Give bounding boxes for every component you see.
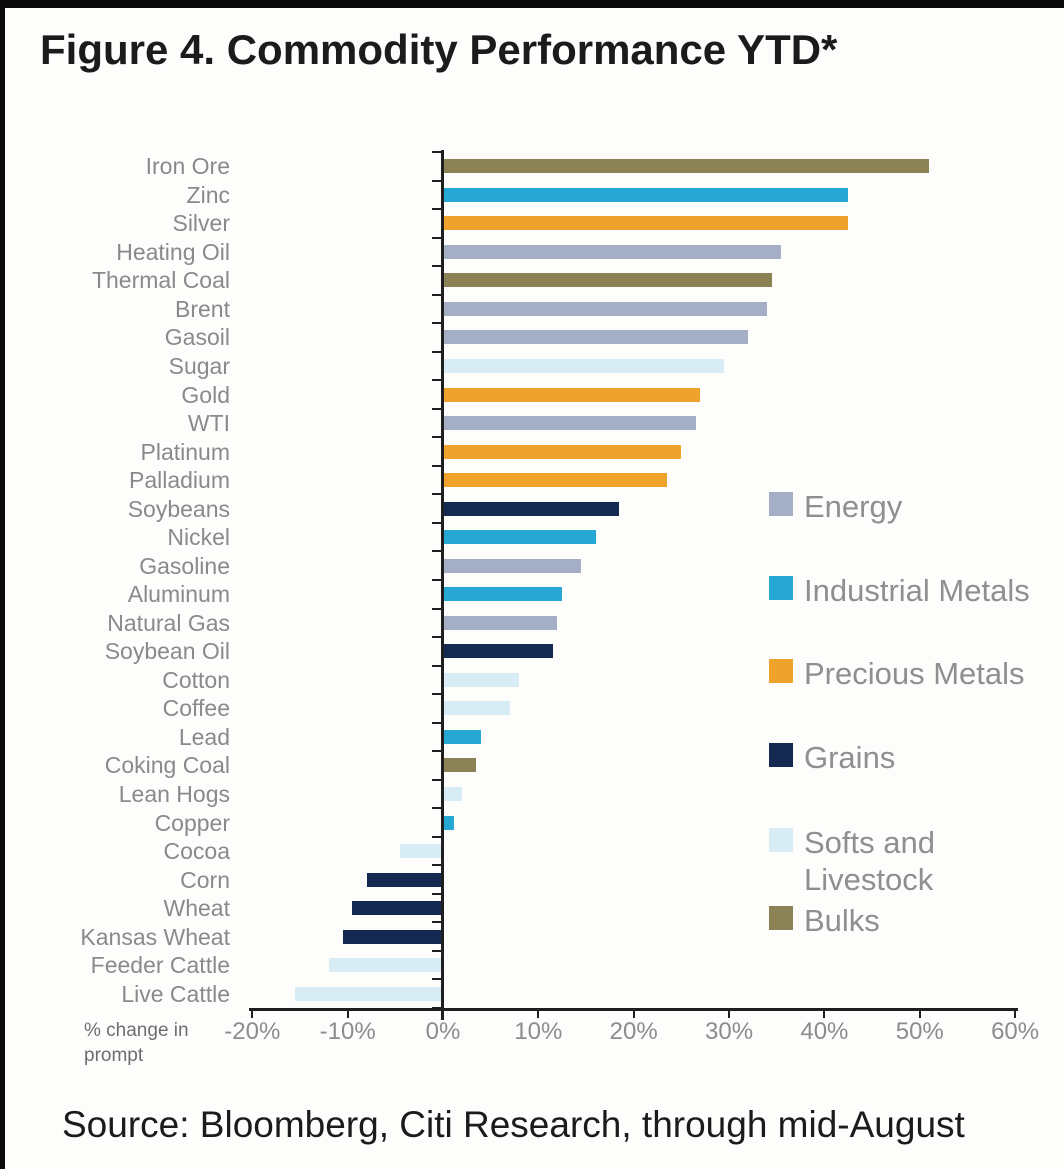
bar	[443, 159, 929, 173]
legend-item-softs_livestock	[769, 824, 979, 898]
bar	[443, 787, 462, 801]
y-axis-tick	[432, 493, 441, 495]
bar	[443, 359, 724, 373]
category-label: Corn	[180, 866, 230, 893]
legend-swatch-bulks	[769, 906, 793, 930]
legend-swatch-precious_metals	[769, 659, 793, 683]
category-label: Cotton	[162, 666, 230, 693]
legend-label: Precious Metals	[804, 656, 1025, 691]
bar	[443, 388, 700, 402]
x-axis-label	[84, 1018, 214, 1068]
category-label: Lean Hogs	[118, 781, 230, 807]
category-label: Wheat	[163, 895, 230, 922]
y-axis-tick	[432, 208, 441, 210]
category-label: Coffee	[162, 695, 230, 722]
category-label: WTI	[187, 410, 230, 437]
x-tick-label: 40%	[800, 1018, 849, 1045]
bar	[443, 302, 767, 316]
category-label: Gold	[181, 381, 230, 408]
x-tick-label: 0%	[425, 1018, 461, 1045]
x-axis-label-line2: prompt	[84, 1045, 144, 1066]
bar	[367, 873, 443, 887]
category-label: Aluminum	[127, 581, 230, 608]
bar	[443, 216, 848, 230]
legend-label: Industrial Metals	[804, 573, 1030, 608]
x-axis-tick	[728, 1008, 730, 1018]
x-tick-label: -20%	[224, 1018, 281, 1045]
legend-item-energy	[769, 488, 1034, 525]
bar	[443, 644, 553, 658]
category-label: Nickel	[167, 524, 230, 551]
y-axis-tick	[432, 950, 441, 952]
bar	[443, 530, 596, 544]
x-axis-tick	[442, 1008, 444, 1018]
bar	[443, 330, 748, 344]
y-axis-tick	[432, 836, 441, 838]
y-axis-tick	[432, 779, 441, 781]
legend-label: Energy	[804, 489, 903, 524]
bar	[343, 930, 443, 944]
y-axis-tick	[432, 807, 441, 809]
bar	[443, 730, 481, 744]
category-label: Gasoline	[139, 552, 230, 579]
y-axis-tick	[432, 722, 441, 724]
y-axis-tick	[432, 864, 441, 866]
bar	[443, 587, 562, 601]
y-axis-tick	[432, 608, 441, 610]
category-label: Heating Oil	[116, 238, 230, 265]
x-tick-label: -10%	[319, 1018, 376, 1045]
legend-item-precious_metals	[769, 655, 1034, 692]
y-axis-tick	[432, 322, 441, 324]
y-axis-tick	[432, 408, 441, 410]
bar	[443, 701, 510, 715]
bar	[443, 273, 772, 287]
x-axis-tick	[919, 1008, 921, 1018]
bar	[400, 844, 443, 858]
figure-title: Figure 4. Commodity Performance YTD*	[40, 26, 838, 73]
bar	[443, 616, 557, 630]
x-axis-tick	[1014, 1008, 1016, 1018]
category-label: Silver	[172, 210, 230, 237]
bar	[443, 245, 781, 259]
y-axis-tick	[432, 465, 441, 467]
x-tick-label: 50%	[895, 1018, 944, 1045]
bar	[443, 673, 519, 687]
x-axis-tick	[251, 1008, 253, 1018]
y-axis-tick	[432, 693, 441, 695]
bar	[443, 559, 581, 573]
legend-label: Grains	[804, 740, 896, 775]
x-tick-label: 20%	[609, 1018, 658, 1045]
category-label: Gasoil	[164, 324, 230, 351]
y-axis-tick	[432, 579, 441, 581]
category-label: Live Cattle	[121, 980, 230, 1007]
legend-item-grains	[769, 739, 1034, 776]
y-axis-tick	[432, 237, 441, 239]
category-label: Palladium	[129, 467, 230, 494]
category-label: Lead	[178, 723, 230, 750]
y-axis-tick	[432, 265, 441, 267]
y-axis-tick	[432, 893, 441, 895]
y-axis-tick	[432, 151, 441, 153]
y-axis-tick	[432, 550, 441, 552]
legend-item-industrial_metals	[769, 572, 1034, 609]
category-label: Zinc	[186, 181, 230, 208]
x-axis-tick	[537, 1008, 539, 1018]
x-axis-label-line1: % change in	[84, 1020, 189, 1041]
legend-swatch-industrial_metals	[769, 576, 793, 600]
x-axis-tick	[347, 1008, 349, 1018]
bar	[443, 758, 476, 772]
legend-swatch-grains	[769, 743, 793, 767]
bar	[295, 987, 443, 1001]
bar	[443, 816, 454, 830]
y-axis-tick	[432, 665, 441, 667]
y-axis-tick	[432, 294, 441, 296]
y-axis-tick	[432, 522, 441, 524]
legend-label: Softs and Livestock	[804, 825, 935, 897]
category-label: Cocoa	[163, 838, 230, 865]
category-label: Natural Gas	[107, 609, 230, 636]
bar	[443, 416, 696, 430]
bar	[443, 188, 848, 202]
y-axis-tick	[432, 351, 441, 353]
y-axis-tick	[432, 379, 441, 381]
category-label: Soybeans	[127, 495, 230, 522]
y-axis-tick	[432, 636, 441, 638]
legend-swatch-energy	[769, 492, 793, 516]
category-label: Brent	[175, 295, 230, 322]
source-note: Source: Bloomberg, Citi Research, through mid-August	[62, 1104, 965, 1145]
category-label: Platinum	[140, 438, 230, 465]
bar	[329, 958, 443, 972]
category-label: Kansas Wheat	[80, 923, 230, 950]
x-tick-label: 60%	[991, 1018, 1040, 1045]
category-label: Thermal Coal	[91, 267, 230, 294]
legend-swatch-softs_livestock	[769, 828, 793, 852]
y-axis-tick	[432, 180, 441, 182]
bar	[443, 473, 667, 487]
category-label: Copper	[154, 809, 230, 836]
bar	[352, 901, 443, 915]
bar	[443, 502, 619, 516]
x-axis-tick	[823, 1008, 825, 1018]
category-label: Sugar	[168, 353, 230, 379]
x-axis-tick	[633, 1008, 635, 1018]
legend-item-bulks	[769, 902, 1034, 939]
category-label: Soybean Oil	[104, 638, 230, 665]
y-axis-line	[441, 150, 444, 1020]
x-tick-label: 10%	[514, 1018, 563, 1045]
category-label: Coking Coal	[104, 752, 230, 779]
y-axis-tick	[432, 750, 441, 752]
legend-label: Bulks	[804, 903, 880, 938]
category-label: Iron Ore	[145, 153, 230, 180]
x-tick-label: 30%	[705, 1018, 754, 1045]
category-label: Feeder Cattle	[90, 952, 230, 979]
y-axis-tick	[432, 436, 441, 438]
y-axis-tick	[432, 921, 441, 923]
bar	[443, 445, 681, 459]
y-axis-tick	[432, 978, 441, 980]
